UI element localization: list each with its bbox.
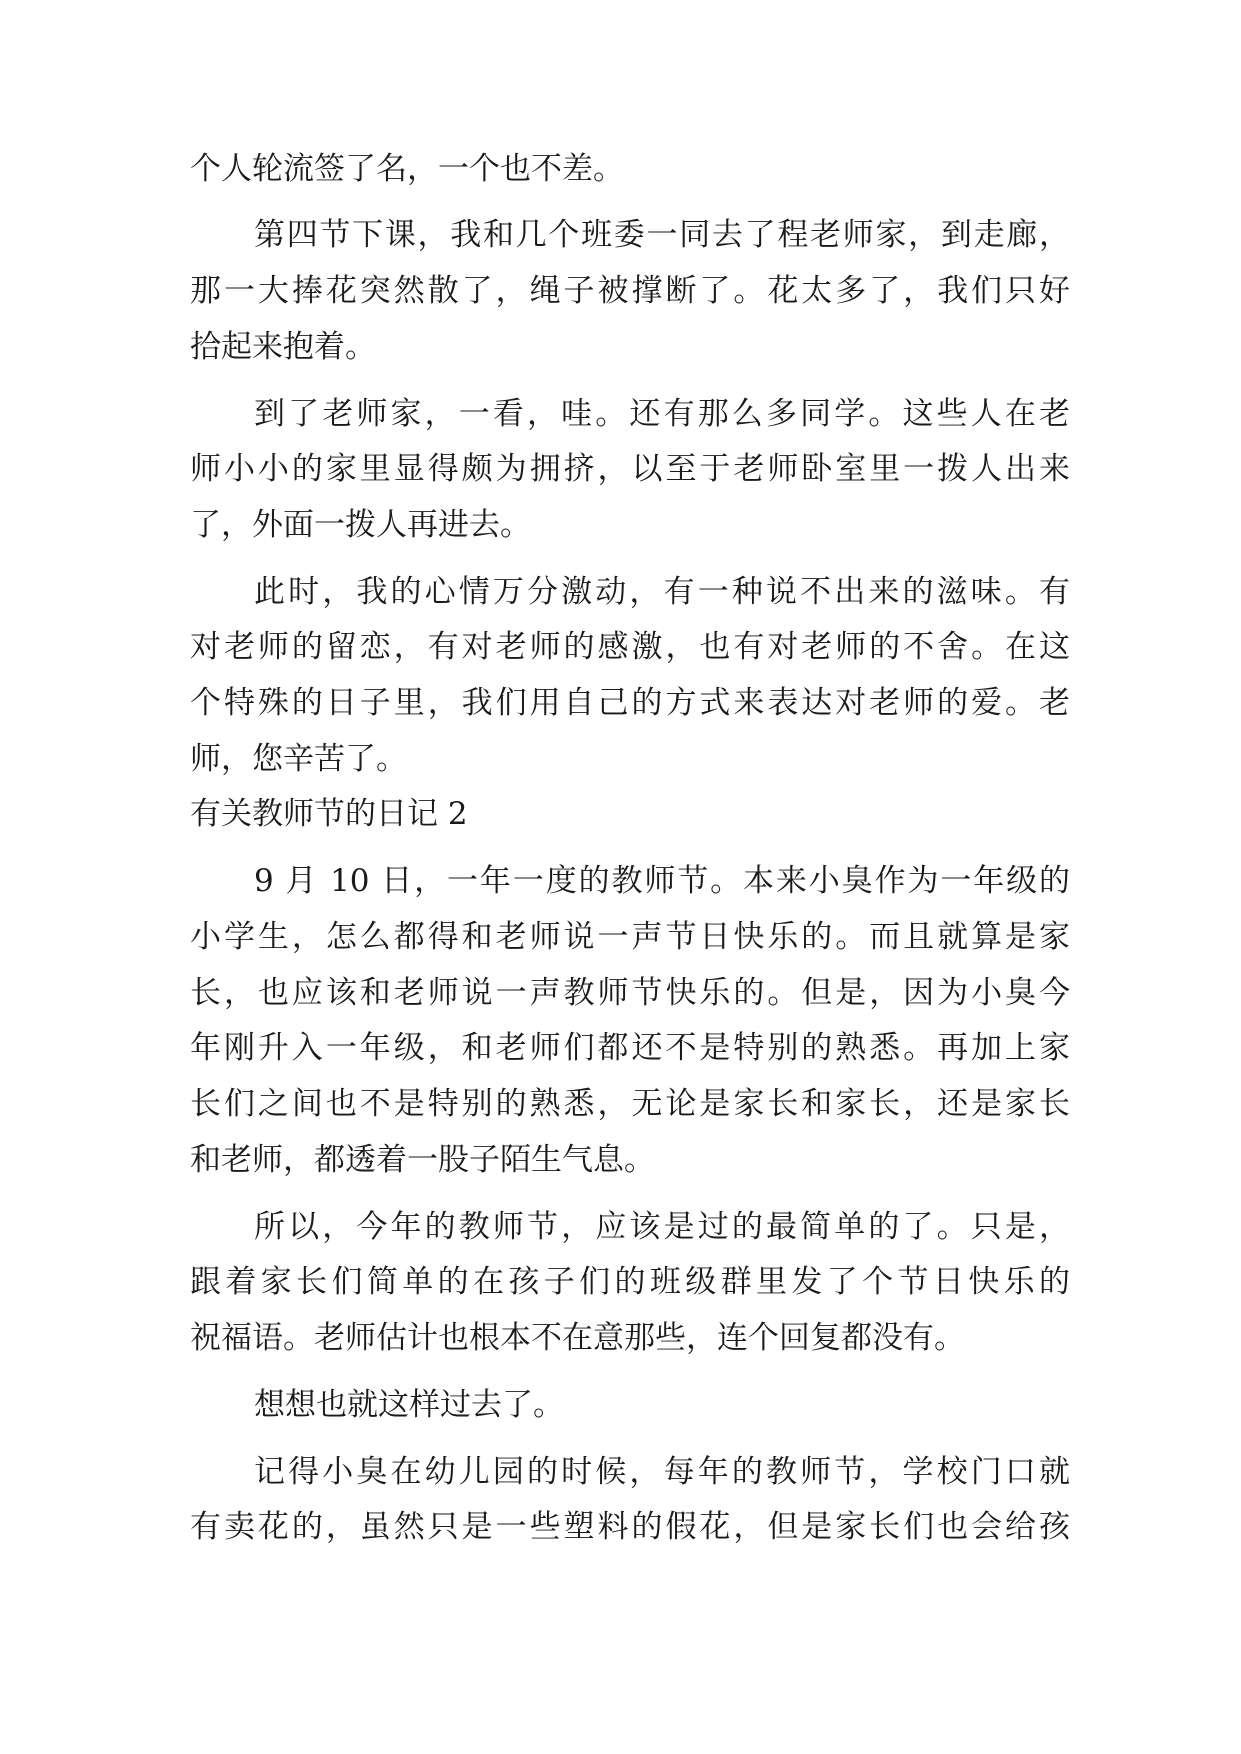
text-line: 拾起来抱着。 (190, 329, 376, 365)
text-line: 那一大捧花突然散了，绳子被撑断了。花太多了，我们只好 (190, 273, 1070, 309)
text-line: 师小小的家里显得颇为拥挤，以至于老师卧室里一拨人出来 (190, 451, 1070, 487)
paragraph-start-line: 9 月 10 日，一年一度的教师节。本来小臭作为一年级的 (254, 863, 1070, 899)
paragraph-start-line: 第四节下课，我和几个班委一同去了程老师家，到走廊， (254, 217, 1070, 253)
text-line: 个特殊的日子里，我们用自己的方式来表达对老师的爱。老 (190, 685, 1070, 721)
paragraph-start-line: 记得小臭在幼儿园的时候，每年的教师节，学校门口就 (254, 1454, 1070, 1490)
text-line: 和老师，都透着一股子陌生气息。 (190, 1142, 655, 1178)
paragraph-start-line: 所以，今年的教师节，应该是过的最简单的了。只是， (254, 1209, 1070, 1245)
text-line: 个人轮流签了名，一个也不差。 (190, 151, 624, 187)
text-line: 了，外面一拨人再进去。 (190, 507, 531, 543)
paragraph-start-line: 此时，我的心情万分激动，有一种说不出来的滋味。有 (254, 574, 1070, 610)
text-line: 师，您辛苦了。 (190, 741, 407, 777)
text-line: 小学生，怎么都得和老师说一声节日快乐的。而且就算是家 (190, 919, 1070, 955)
section-heading: 有关教师节的日记 2 (190, 796, 468, 832)
text-line: 年刚升入一年级，和老师们都还不是特别的熟悉。再加上家 (190, 1030, 1070, 1066)
text-line: 长，也应该和老师说一声教师节快乐的。但是，因为小臭今 (190, 975, 1070, 1011)
paragraph-start-line: 想想也就这样过去了。 (254, 1387, 564, 1423)
text-line: 有卖花的，虽然只是一些塑料的假花，但是家长们也会给孩 (190, 1509, 1070, 1545)
text-line: 对老师的留恋，有对老师的感激，也有对老师的不舍。在这 (190, 629, 1070, 665)
paragraph-start-line: 到了老师家，一看，哇。还有那么多同学。这些人在老 (254, 396, 1070, 432)
text-line: 跟着家长们简单的在孩子们的班级群里发了个节日快乐的 (190, 1264, 1070, 1300)
text-line: 祝福语。老师估计也根本不在意那些，连个回复都没有。 (190, 1320, 965, 1356)
text-line: 长们之间也不是特别的熟悉，无论是家长和家长，还是家长 (190, 1086, 1070, 1122)
